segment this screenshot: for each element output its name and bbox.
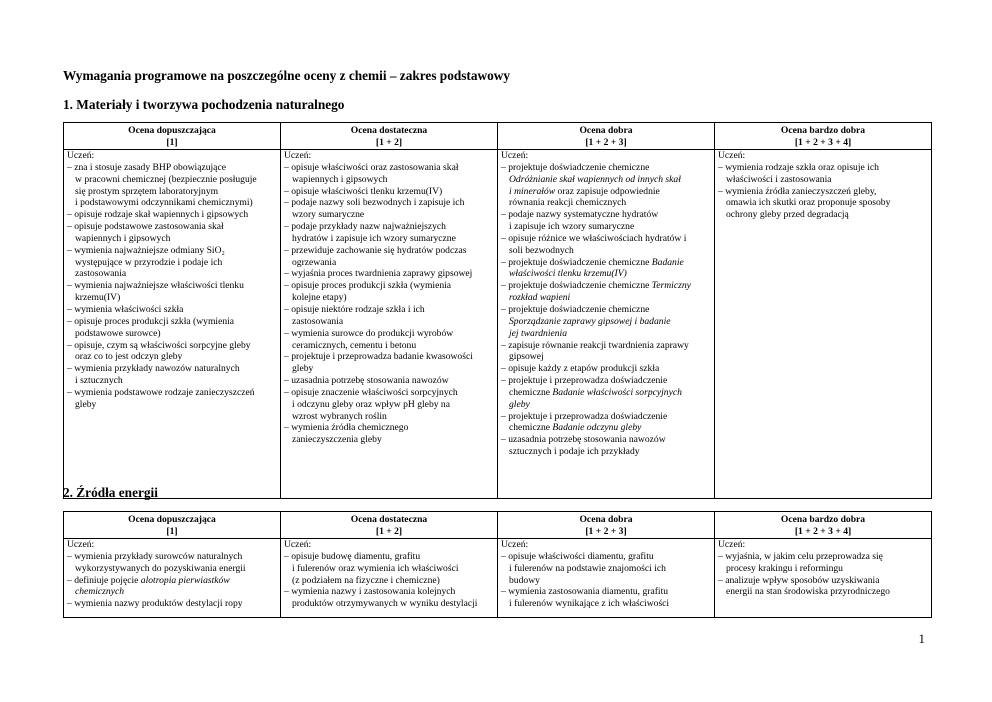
requirement-line: wapiennych i gipsowych — [75, 232, 171, 244]
requirement-line: (z podziałem na fizyczne i chemiczne) — [292, 574, 440, 586]
requirement-line: wapiennych i gipsowych — [292, 173, 388, 185]
requirement-line: wykorzystywanych do pozyskiwania energii — [75, 562, 246, 574]
requirement-line: – wymienia źródła zanieczyszczeń gleby, — [718, 185, 877, 197]
grade-range: [1 + 2] — [375, 525, 403, 537]
requirement-line: – projektuje i przeprowadza badanie kwasowości — [284, 351, 473, 363]
requirements-cell — [281, 539, 498, 618]
grade-range: [1 + 2 + 3 + 4] — [794, 136, 852, 148]
requirement-line: omawia ich skutki oraz proponuje sposoby — [726, 197, 891, 209]
requirement-line: – przewiduje zachowanie się hydratów podczas — [284, 244, 467, 256]
requirement-line: produktów otrzymywanych w wyniku destylacji — [292, 598, 478, 610]
grade-header-satisfactory — [281, 123, 498, 150]
requirement-line: – opisuje proces produkcji szkła (wymienia — [67, 315, 235, 327]
requirement-line: zanieczyszczenia gleby — [292, 434, 382, 446]
requirement-line: – opisuje podstawowe zastosowania skał — [67, 221, 224, 233]
requirement-line: zastosowania — [292, 315, 344, 327]
requirement-line: występujące w przyrodzie i podaje ich — [75, 256, 223, 268]
requirement-line: – wymienia surowce do produkcji wyrobów — [284, 327, 454, 339]
requirement-line: – projektuje doświadczenie chemiczne Badanie — [501, 256, 684, 268]
requirement-line: i odczynu gleby oraz wpływ pH gleby na — [292, 398, 450, 410]
grade-name: Ocena dobra — [579, 513, 633, 525]
requirement-line: hydratów i zapisuje ich wzory sumaryczne — [292, 232, 456, 244]
page-number: 1 — [918, 631, 925, 646]
grade-header-good — [498, 123, 715, 150]
requirement-line: wzory sumaryczne — [292, 209, 365, 221]
requirement-line: – opisuje niektóre rodzaje szkła i ich — [284, 303, 425, 315]
requirement-line: – opisuje właściwości tlenku krzemu(IV) — [284, 185, 443, 197]
requirement-line: – podaje nazwy soli bezwodnych i zapisuje ich — [284, 197, 465, 209]
document-title: Wymagania programowe na poszczególne oceny z chemii – zakres podstawowy — [63, 68, 511, 83]
requirements-cell — [64, 539, 281, 618]
requirement-line: Odróżnianie skał wapiennych od innych skał — [509, 173, 681, 185]
requirement-line: w pracowni chemicznej (bezpiecznie posługuje — [75, 173, 257, 185]
requirement-line: – wymienia najważniejsze właściwości tlenku — [67, 280, 244, 292]
requirements-cell — [715, 539, 932, 618]
requirement-line: – opisuje budowę diamentu, grafitu — [284, 550, 421, 562]
grade-range: [1] — [166, 136, 178, 148]
requirement-line: rozkład wapieni — [509, 292, 571, 304]
requirement-line: i minerałów oraz zapisuje odpowiednie — [509, 185, 660, 197]
requirement-line: i fulerenów oraz wymienia ich właściwości — [292, 562, 459, 574]
requirement-line: – wymienia przykłady surowców naturalnych — [67, 550, 243, 562]
requirement-line: zastosowania — [75, 268, 127, 280]
requirement-line: – wymienia zastosowania diamentu, grafitu — [501, 586, 669, 598]
grade-range: [1 + 2 + 3 + 4] — [794, 525, 852, 537]
requirement-line: równania reakcji chemicznych — [509, 197, 627, 209]
requirement-line: – zapisuje równanie reakcji twardnienia zaprawy — [501, 339, 689, 351]
requirement-line: sztucznych i podaje ich przykłady — [509, 446, 640, 458]
requirement-line: – zna i stosuje zasady BHP obowiązujące — [67, 161, 226, 173]
requirement-line: – opisuje różnice we właściwościach hydratów i — [501, 232, 687, 244]
requirement-line: – opisuje właściwości oraz zastosowania skał — [284, 161, 459, 173]
requirement-line: ogrzewania — [292, 256, 337, 268]
grade-name: Ocena bardzo dobra — [780, 124, 866, 136]
requirement-line: – opisuje proces produkcji szkła (wymienia — [284, 280, 452, 292]
requirement-line: i podstawowymi odczynnikami chemicznymi) — [75, 197, 253, 209]
grade-header-good — [498, 512, 715, 539]
requirement-line: gleby — [75, 398, 97, 410]
grade-range: [1 + 2 + 3] — [585, 136, 627, 148]
requirement-line: – uzasadnia potrzebę stosowania nawozów — [284, 375, 449, 387]
grade-header-sufficient — [64, 512, 281, 539]
requirement-line: kolejne etapy) — [292, 292, 347, 304]
requirement-line: ochrony gleby przed degradacją — [726, 209, 849, 221]
section-title-energy: 2. Źródła energii — [63, 485, 158, 500]
requirement-line: – analizuje wpływ sposobów uzyskiwania — [718, 574, 880, 586]
requirement-line: – opisuje właściwości diamentu, grafitu — [501, 550, 654, 562]
requirement-line: – projektuje i przeprowadza doświadczenie — [501, 375, 668, 387]
requirement-line: soli bezwodnych — [509, 244, 574, 256]
requirement-line: – opisuje, czym są właściwości sorpcyjne gleby — [67, 339, 251, 351]
requirement-line: Uczeń: — [284, 150, 312, 161]
requirement-line: chemicznych — [75, 586, 125, 598]
requirement-line: chemiczne Badanie odczynu gleby — [509, 422, 642, 434]
grade-header-sufficient — [64, 123, 281, 150]
grade-name: Ocena dopuszczająca — [128, 513, 216, 525]
requirement-line: oraz co to jest odczyn gleby — [75, 351, 183, 363]
requirement-line: – wymienia przykłady nawozów naturalnych — [67, 363, 240, 375]
requirement-line: – projektuje doświadczenie chemiczne — [501, 303, 650, 315]
requirements-table-energy — [63, 511, 932, 618]
requirements-cell — [64, 150, 281, 499]
requirement-line: – projektuje doświadczenie chemiczne Termiczny — [501, 280, 691, 292]
requirement-line: – opisuje rodzaje skał wapiennych i gipsowych — [67, 209, 249, 221]
requirement-line: Uczeń: — [501, 150, 529, 161]
requirement-line: właściwości tlenku krzemu(IV) — [509, 268, 627, 280]
requirement-line: – projektuje doświadczenie chemiczne — [501, 161, 650, 173]
grade-range: [1] — [166, 525, 178, 537]
requirement-line: Uczeń: — [67, 539, 95, 550]
requirement-line: Sporządzanie zaprawy gipsowej i badanie — [509, 315, 671, 327]
requirement-line: – wymienia rodzaje szkła oraz opisuje ich — [718, 161, 879, 173]
requirement-line: Uczeń: — [718, 150, 746, 161]
requirement-line: – wymienia właściwości szkła — [67, 303, 184, 315]
requirement-line: – wymienia nazwy i zastosowania kolejnych — [284, 586, 456, 598]
requirement-line: gleby — [292, 363, 314, 375]
requirements-cell — [498, 150, 715, 499]
grade-name: Ocena dostateczna — [350, 513, 428, 525]
requirement-line: chemiczne Badanie właściwości sorpcyjnych — [509, 386, 682, 398]
requirement-line: podstawowe surowce) — [75, 327, 161, 339]
grade-header-satisfactory — [281, 512, 498, 539]
requirement-line: gipsowej — [509, 351, 544, 363]
requirement-line: – uzasadnia potrzebę stosowania nawozów — [501, 434, 666, 446]
requirements-cell — [498, 539, 715, 618]
requirement-line: – wymienia nazwy produktów destylacji ropy — [67, 598, 243, 610]
requirement-line: krzemu(IV) — [75, 292, 121, 304]
grade-name: Ocena bardzo dobra — [780, 513, 866, 525]
requirement-line: – podaje przykłady nazw najważniejszych — [284, 221, 446, 233]
requirement-line: się prostym sprzętem laboratoryjnym — [75, 185, 219, 197]
requirement-line: budowy — [509, 574, 540, 586]
requirement-line: gleby — [509, 398, 530, 410]
requirement-line: i sztucznych — [75, 375, 123, 387]
requirements-cell — [281, 150, 498, 499]
grade-header-very-good — [715, 123, 932, 150]
requirement-line: – podaje nazwy systematyczne hydratów — [501, 209, 659, 221]
requirement-line: jej twardnienia — [509, 327, 568, 339]
grade-header-very-good — [715, 512, 932, 539]
requirement-line: – opisuje znaczenie właściwości sorpcyjnych — [284, 386, 458, 398]
requirement-line: – opisuje każdy z etapów produkcji szkła — [501, 363, 660, 375]
grade-range: [1 + 2 + 3] — [585, 525, 627, 537]
requirement-line: wzrost wybranych roślin — [292, 410, 387, 422]
requirements-cell — [715, 150, 932, 499]
grade-name: Ocena dostateczna — [350, 124, 428, 136]
requirement-line: Uczeń: — [67, 150, 95, 161]
grade-range: [1 + 2] — [375, 136, 403, 148]
requirement-line: Uczeń: — [501, 539, 529, 550]
requirement-line: – wymienia najważniejsze odmiany SiO₂ — [67, 244, 225, 256]
requirement-line: – projektuje i przeprowadza doświadczenie — [501, 410, 668, 422]
requirement-line: ceramicznych, cementu i betonu — [292, 339, 417, 351]
requirement-line: i zapisuje ich wzory sumaryczne — [509, 221, 635, 233]
requirement-line: – definiuje pojęcie alotropia pierwiastków — [67, 574, 230, 586]
requirement-line: energii na stan środowiska przyrodniczego — [726, 586, 890, 598]
requirement-line: procesy krakingu i reformingu — [726, 562, 843, 574]
requirement-line: – wyjaśnia proces twardnienia zaprawy gipsowej — [284, 268, 473, 280]
requirements-table-materials — [63, 122, 932, 499]
section-title-materials: 1. Materiały i tworzywa pochodzenia naturalnego — [63, 97, 345, 112]
requirement-line: właściwości i zastosowania — [726, 173, 832, 185]
grade-name: Ocena dopuszczająca — [128, 124, 216, 136]
requirement-line: – wymienia źródła chemicznego — [284, 422, 409, 434]
requirement-line: Uczeń: — [718, 539, 746, 550]
grade-name: Ocena dobra — [579, 124, 633, 136]
requirement-line: – wymienia podstawowe rodzaje zanieczyszczeń — [67, 386, 255, 398]
requirement-line: i fulerenów wynikające z ich właściwości — [509, 598, 670, 610]
requirement-line: – wyjaśnia, w jakim celu przeprowadza się — [718, 550, 883, 562]
requirement-line: Uczeń: — [284, 539, 312, 550]
requirement-line: i fulerenów na podstawie znajomości ich — [509, 562, 666, 574]
